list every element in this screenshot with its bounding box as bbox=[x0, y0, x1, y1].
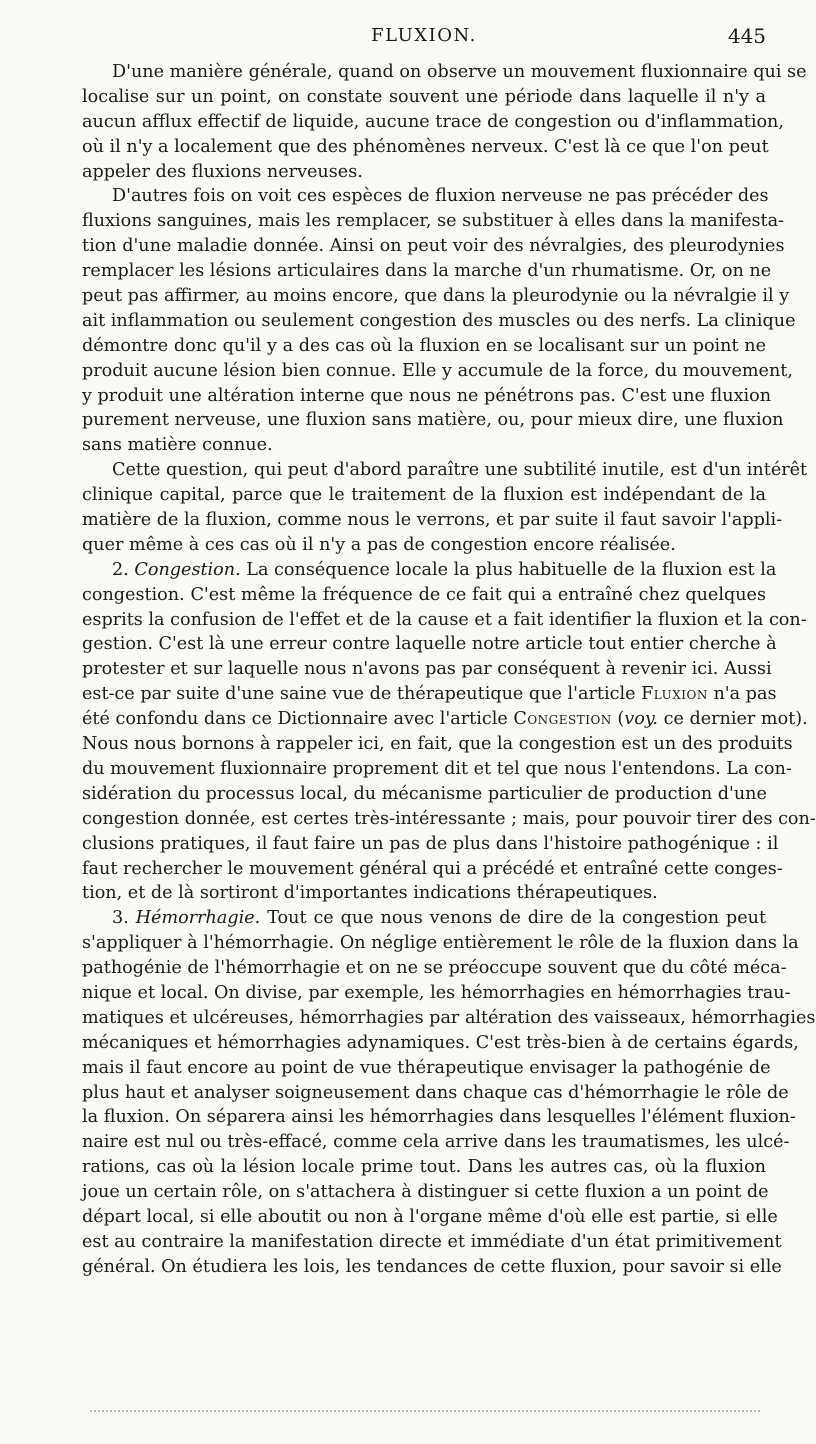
text-run: n'a pas bbox=[713, 684, 777, 705]
cross-reference: Congestion bbox=[513, 709, 612, 730]
text-line bbox=[82, 707, 808, 732]
running-header bbox=[82, 22, 766, 50]
text-line: où il n'y a localement que des phénomènes nerveux. C'est là ce que l'on peut bbox=[82, 136, 769, 157]
text-line: Cette question, qui peut d'abord paraître une subtilité inutile, est d'un intérêt bbox=[112, 460, 808, 481]
text-line: général. On étudiera les lois, les tendances de cette fluxion, pour savoir si elle bbox=[82, 1256, 782, 1277]
text-line: aucun afflux effectif de liquide, aucune trace de congestion ou d'inflammation, bbox=[82, 111, 784, 132]
text-line: produit aucune lésion bien connue. Elle y accumule de la force, du mouvement, bbox=[82, 360, 793, 381]
text-line: clinique capital, parce que le traitement de la fluxion est indépendant de la bbox=[82, 485, 766, 506]
text-run: est-ce par suite d'une saine vue de thérapeutique que l'article bbox=[82, 684, 636, 705]
text-line: du mouvement fluxionnaire proprement dit et tel que nous l'entendons. La con- bbox=[82, 758, 792, 779]
text-line: D'autres fois on voit ces espèces de fluxion nerveuse ne pas précéder des bbox=[112, 186, 769, 207]
text-line: tion d'une maladie donnée. Ainsi on peut voir des névralgies, des pleurodynies bbox=[82, 236, 785, 257]
text-line: congestion. C'est même la fréquence de ce fait qui a entraîné chez quelques bbox=[82, 584, 766, 605]
section-number: 3. bbox=[112, 908, 129, 929]
section-title: Hémorrhagie. bbox=[135, 908, 261, 929]
text-line: fluxions sanguines, mais les remplacer, se substituer à elles dans la manifesta- bbox=[82, 211, 785, 232]
text-line: appeler des fluxions nerveuses. bbox=[82, 161, 363, 182]
text-line: sans matière connue. bbox=[82, 435, 273, 456]
text-line: joue un certain rôle, on s'attachera à distinguer si cette fluxion a un point de bbox=[82, 1182, 769, 1203]
text-line: rations, cas où la lésion locale prime tout. Dans les autres cas, où la fluxion bbox=[82, 1157, 766, 1178]
text-line: mécaniques et hémorrhagies adynamiques. C'est très-bien à de certains égards, bbox=[82, 1032, 799, 1053]
text-line: esprits la confusion de l'effet et de la cause et a fait identifier la fluxion et la con- bbox=[82, 609, 807, 630]
text-run: ce dernier mot). bbox=[663, 709, 808, 730]
text-line: localise sur un point, on constate souvent une période dans laquelle il n'y a bbox=[82, 86, 766, 107]
text-line: plus haut et analyser soigneusement dans chaque cas d'hémorrhagie le rôle de bbox=[82, 1082, 789, 1103]
text-line: départ local, si elle aboutit ou non à l'organe même d'où elle est partie, si elle bbox=[82, 1206, 778, 1227]
text-line: démontre donc qu'il y a des cas où la fluxion en se localisant sur un point ne bbox=[82, 335, 766, 356]
text-line: mais il faut encore au point de vue thérapeutique envisager la pathogénie de bbox=[82, 1057, 771, 1078]
text-line: nique et local. On divise, par exemple, les hémorrhagies en hémorrhagies trau- bbox=[82, 982, 791, 1003]
section-number: 2. bbox=[112, 559, 129, 580]
text-line: congestion donnée, est certes très-intéressante ; mais, pour pouvoir tirer des con- bbox=[82, 808, 816, 829]
cross-reference: Fluxion bbox=[641, 684, 708, 705]
running-title: FLUXION. bbox=[371, 25, 477, 46]
section-title: Congestion. bbox=[134, 559, 241, 580]
text-line: sidération du processus local, du mécanisme particulier de production d'une bbox=[82, 783, 767, 804]
text-line: s'appliquer à l'hémorrhagie. On néglige entièrement le rôle de la fluxion dans la bbox=[82, 933, 799, 954]
section-heading-line bbox=[82, 906, 766, 931]
text-line: protester et sur laquelle nous n'avons pas par conséquent à revenir ici. Aussi bbox=[82, 659, 772, 680]
text-line: ait inflammation ou seulement congestion des muscles ou des nerfs. La clinique bbox=[82, 310, 796, 331]
text-line: y produit une altération interne que nous ne pénétrons pas. C'est une fluxion bbox=[82, 385, 772, 406]
text-run: La conséquence locale la plus habituelle de la fluxion est la bbox=[246, 559, 777, 580]
text-line: matiques et ulcéreuses, hémorrhagies par altération des vaisseaux, hémorrhagies bbox=[82, 1007, 816, 1028]
text-run: ( bbox=[617, 709, 625, 730]
text-line: remplacer les lésions articulaires dans la marche d'un rhumatisme. Or, on ne bbox=[82, 261, 772, 282]
text-run: Tout ce que nous venons de dire de la congestion peut bbox=[267, 908, 767, 929]
text-line: gestion. C'est là une erreur contre laquelle notre article tout entier cherche à bbox=[82, 634, 777, 655]
text-line bbox=[82, 682, 777, 707]
text-line: faut rechercher le mouvement général qui a précédé et entraîné cette conges- bbox=[82, 858, 783, 879]
scan-artifact-dots bbox=[90, 1410, 760, 1414]
text-line: est au contraire la manifestation directe et immédiate d'un état primitivement bbox=[82, 1231, 782, 1252]
text-line: la fluxion. On séparera ainsi les hémorrhagies dans lesquelles l'élément fluxion- bbox=[82, 1107, 796, 1128]
text-run: été confondu dans ce Dictionnaire avec l'article bbox=[82, 709, 508, 730]
text-line: D'une manière générale, quand on observe un mouvement fluxionnaire qui se bbox=[112, 62, 807, 82]
body-text bbox=[82, 60, 816, 1280]
text-line: Nous nous bornons à rappeler ici, en fait, que la congestion est un des produits bbox=[82, 734, 793, 755]
text-line: purement nerveuse, une fluxion sans matière, ou, pour mieux dire, une fluxion bbox=[82, 410, 784, 431]
italic-run: voy. bbox=[624, 709, 659, 730]
text-line: tion, et de là sortiront d'importantes indications thérapeutiques. bbox=[82, 883, 658, 904]
text-line: matière de la fluxion, comme nous le verrons, et par suite il faut savoir l'appli- bbox=[82, 510, 783, 531]
text-line: quer même à ces cas où il n'y a pas de congestion encore réalisée. bbox=[82, 534, 676, 555]
text-line: naire est nul ou très-effacé, comme cela arrive dans les traumatismes, les ulcé- bbox=[82, 1132, 790, 1153]
text-line: peut pas affirmer, au moins encore, que dans la pleurodynie ou la névralgie il y bbox=[82, 286, 790, 307]
text-line: pathogénie de l'hémorrhagie et on ne se préoccupe souvent que du côté méca- bbox=[82, 958, 787, 979]
text-line: clusions pratiques, il faut faire un pas de plus dans l'histoire pathogénique : il bbox=[82, 833, 779, 854]
section-heading-line bbox=[82, 558, 777, 583]
page-number: 445 bbox=[727, 24, 766, 48]
